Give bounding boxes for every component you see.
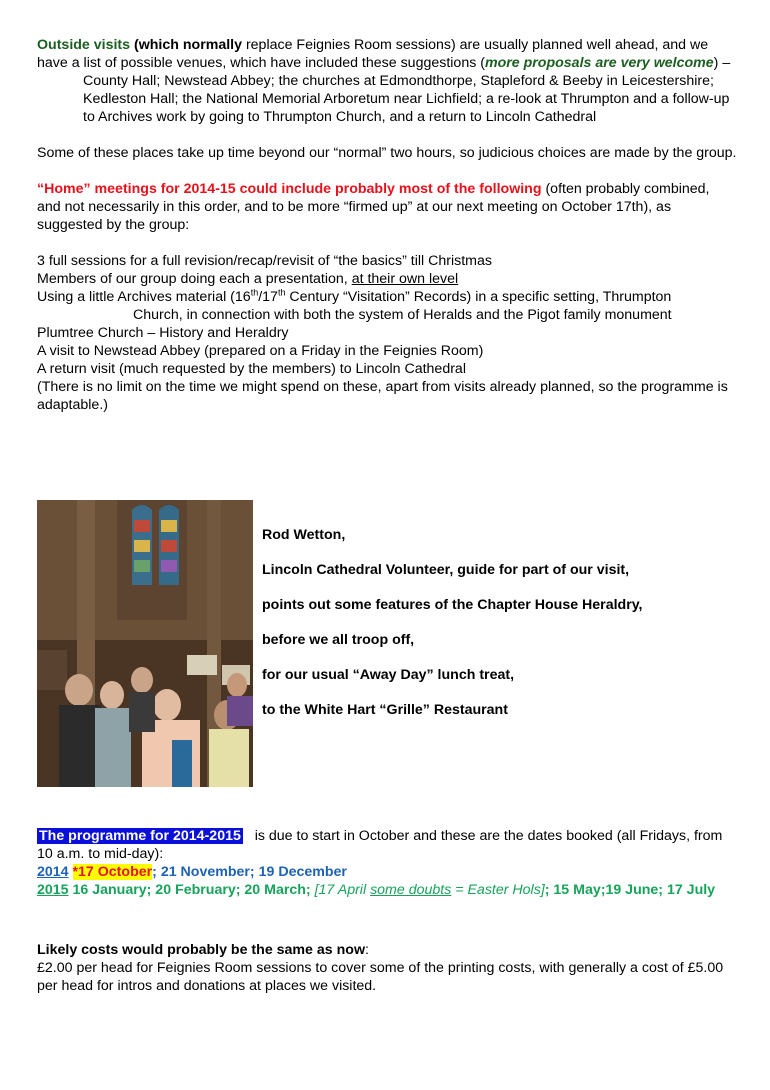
programme-title: The programme for 2014-2015: [39, 828, 241, 844]
time-note: Some of these places take up time beyond our “normal” two hours, so judicious choices are made by the group.: [37, 145, 737, 161]
costs-heading: [37, 941, 737, 959]
item-plumtree: Plumtree Church – History and Heraldry: [37, 325, 289, 341]
year-2015: 2015: [37, 882, 69, 898]
home-meetings-paragraph: [37, 180, 737, 234]
dates-2014: [37, 863, 737, 881]
dates-2015: [37, 881, 737, 899]
item-basics: 3 full sessions for a full revision/recap/revisit of “the basics” till Christmas: [37, 253, 492, 269]
proposals-welcome: more proposals are very welcome: [484, 55, 714, 71]
item-lincoln: A return visit (much requested by the members) to Lincoln Cathedral: [37, 361, 466, 377]
home-meetings-lead: “Home” meetings for 2014-15 could include probably most of the following: [37, 181, 542, 197]
outside-visits-lead2: (which normally: [130, 37, 242, 53]
dates-2015-doubts: some doubts: [370, 882, 452, 898]
costs-colon: :: [364, 942, 369, 958]
caption-line: to the White Hart “Grille” Restaurant: [262, 702, 508, 718]
item-newstead: A visit to Newstead Abbey (prepared on a Friday in the Feignies Room): [37, 343, 484, 359]
outside-visits-text2: ) –: [713, 55, 731, 71]
dates-2015-d: = Easter Hols]: [451, 882, 545, 898]
outside-visits-paragraph: [37, 36, 737, 72]
item-presentations-text: Members of our group doing each a presentation,: [37, 271, 352, 287]
item-archives-sup1: th: [250, 287, 259, 298]
item-archives: [37, 288, 737, 306]
programme-section: [37, 827, 737, 899]
costs-lead: Likely costs would probably be the same as now: [37, 942, 365, 958]
cathedral-photo-image: [37, 500, 253, 787]
item-archives-b: /17: [258, 289, 278, 305]
dates-2015-e: ; 15 May;19 June; 17 July: [544, 882, 716, 898]
caption-line: Lincoln Cathedral Volunteer, guide for part of our visit,: [262, 562, 630, 578]
costs-section: [37, 941, 737, 995]
home-meetings-text: (often probably combined, and not necessarily in this order, and to be more “firmed up” at our next meeting on October 17th), as suggested by the group:: [37, 181, 710, 233]
costs-text: £2.00 per head for Feignies Room sessions to cover some of the printing costs, with generally a cost of £5.00 per head for intros and donations at places we visited.: [37, 960, 724, 994]
dates-2015-b: [17 April: [314, 882, 371, 898]
year-2014: 2014: [37, 864, 69, 880]
dates-2014-rest: ; 21 November; 19 December: [152, 864, 347, 880]
cathedral-photo: [37, 500, 253, 787]
caption-line: points out some features of the Chapter House Heraldry,: [262, 597, 643, 613]
venues-list: County Hall; Newstead Abbey; the churches at Edmondthorpe, Stapleford & Beeby in Leicestershire; Kedleston Hall; the National Memorial Arboretum near Lichfield; a re-look at Thrumpton and a follow-up to Archives work by going to Thrumpton Church, and a return to Lincoln Cathedral: [83, 73, 730, 125]
outside-visits-text: replace Feignies Room sessions) are usually planned well ahead, and we have a list of possible venues, which have included these suggestions (: [37, 37, 709, 71]
caption-line: before we all troop off,: [262, 632, 415, 648]
dates-2015-a: 16 January; 20 February; 20 March;: [68, 882, 315, 898]
item-archives-c: Century “Visitation” Records) in a specific setting, Thrumpton: [285, 289, 672, 305]
date-17-october: *17 October: [72, 864, 153, 880]
item-presentations-underlined: at their own level: [351, 271, 459, 287]
photo-caption: [262, 526, 732, 736]
item-no-limit: (There is no limit on the time we might spend on these, apart from visits already planned, so the programme is adaptable.): [37, 379, 728, 413]
upper-text: [37, 36, 737, 414]
item-archives-continued: Church, in connection with both the system of Heralds and the Pigot family monument: [133, 307, 672, 323]
item-presentations: [37, 270, 737, 288]
programme-intro: [37, 827, 737, 863]
caption-line: Rod Wetton,: [262, 527, 346, 543]
item-archives-sup2: th: [277, 287, 286, 298]
outside-visits-lead: Outside visits: [37, 37, 131, 53]
item-archives-a: Using a little Archives material (16: [37, 289, 251, 305]
programme-intro-text: is due to start in October and these are the dates booked (all Fridays, from 10 a.m. to mid-day):: [37, 828, 727, 862]
caption-line: for our usual “Away Day” lunch treat,: [262, 667, 515, 683]
